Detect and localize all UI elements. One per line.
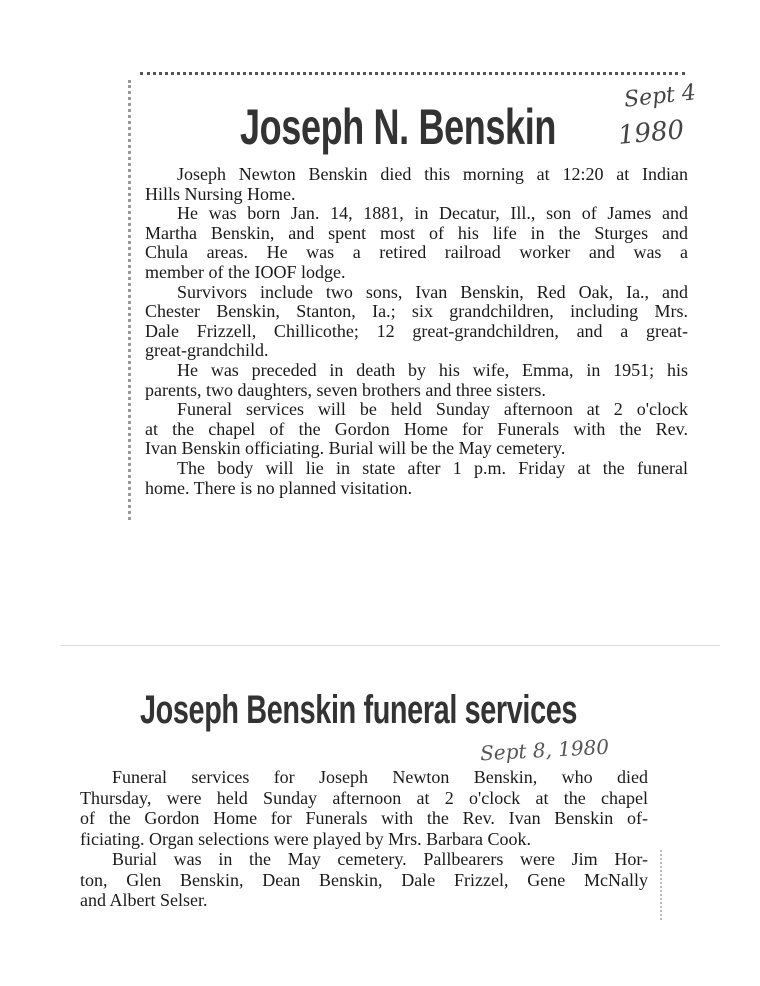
text-line: Joseph Newton Benskin died this morning at 12:20 at Indian xyxy=(177,164,688,184)
text-line: great-grandchild. xyxy=(145,340,269,361)
text-line: at the chapel of the Gordon Home for Funerals with the Rev. xyxy=(145,418,688,439)
text-line: home. There is no planned visitation. xyxy=(145,477,413,498)
text-line: Thursday, were held Sunday afternoon at 2 o'clock at the chapel xyxy=(80,787,648,808)
text-line: ficiating. Organ selections were played by Mrs. Barbara Cook. xyxy=(80,828,532,849)
text-line: Martha Benskin, and spent most of his life in the Sturges and xyxy=(145,222,688,243)
text-line: of the Gordon Home for Funerals with the Rev. Ivan Benskin of- xyxy=(80,808,648,828)
divider xyxy=(60,645,720,646)
text-line: ton, Glen Benskin, Dean Benskin, Dale Frizzel, Gene McNally xyxy=(80,869,648,890)
text-line: The body will lie in state after 1 p.m. Friday at the funeral xyxy=(177,458,688,478)
text-line: He was preceded in death by his wife, Emma, in 1951; his xyxy=(177,360,688,380)
clipping-top-edge xyxy=(140,72,685,81)
text-line: Hills Nursing Home. xyxy=(145,183,296,204)
text-line: parents, two daughters, seven brothers and three sisters. xyxy=(145,379,546,400)
text-line: Chester Benskin, Stanton, Ia.; six grandchildren, including Mrs. xyxy=(145,301,688,322)
text-line: Burial was in the May cemetery. Pallbearers were Jim Hor- xyxy=(112,849,648,869)
text-line: Survivors include two sons, Ivan Benskin, Red Oak, Ia., and xyxy=(177,281,688,302)
handwritten-date-month: Sept 4 xyxy=(622,80,698,113)
handwritten-date-year: 1980 xyxy=(616,115,686,151)
clipping-edge xyxy=(660,850,666,920)
text-line: Ivan Benskin officiating. Burial will be the May cemetery. xyxy=(145,438,566,459)
text-line: He was born Jan. 14, 1881, in Decatur, Ill., son of James and xyxy=(177,203,688,224)
text-line: Dale Frizzell, Chillicothe; 12 great-grandchildren, and a great- xyxy=(145,320,688,341)
handwritten-date-2: Sept 8, 1980 xyxy=(479,734,610,766)
text-line: Funeral services for Joseph Newton Benskin, who died xyxy=(112,767,648,787)
text-line: Chula areas. He was a retired railroad worker and was a xyxy=(145,242,688,263)
text-line: member of the IOOF lodge. xyxy=(145,262,346,282)
clipping-left-edge xyxy=(128,80,141,520)
obituary-headline: Joseph N. Benskin xyxy=(240,99,556,155)
text-line: and Albert Selser. xyxy=(80,890,208,910)
funeral-headline: Joseph Benskin funeral services xyxy=(140,688,578,732)
text-line: Funeral services will be held Sunday afternoon at 2 o'clock xyxy=(177,399,688,420)
